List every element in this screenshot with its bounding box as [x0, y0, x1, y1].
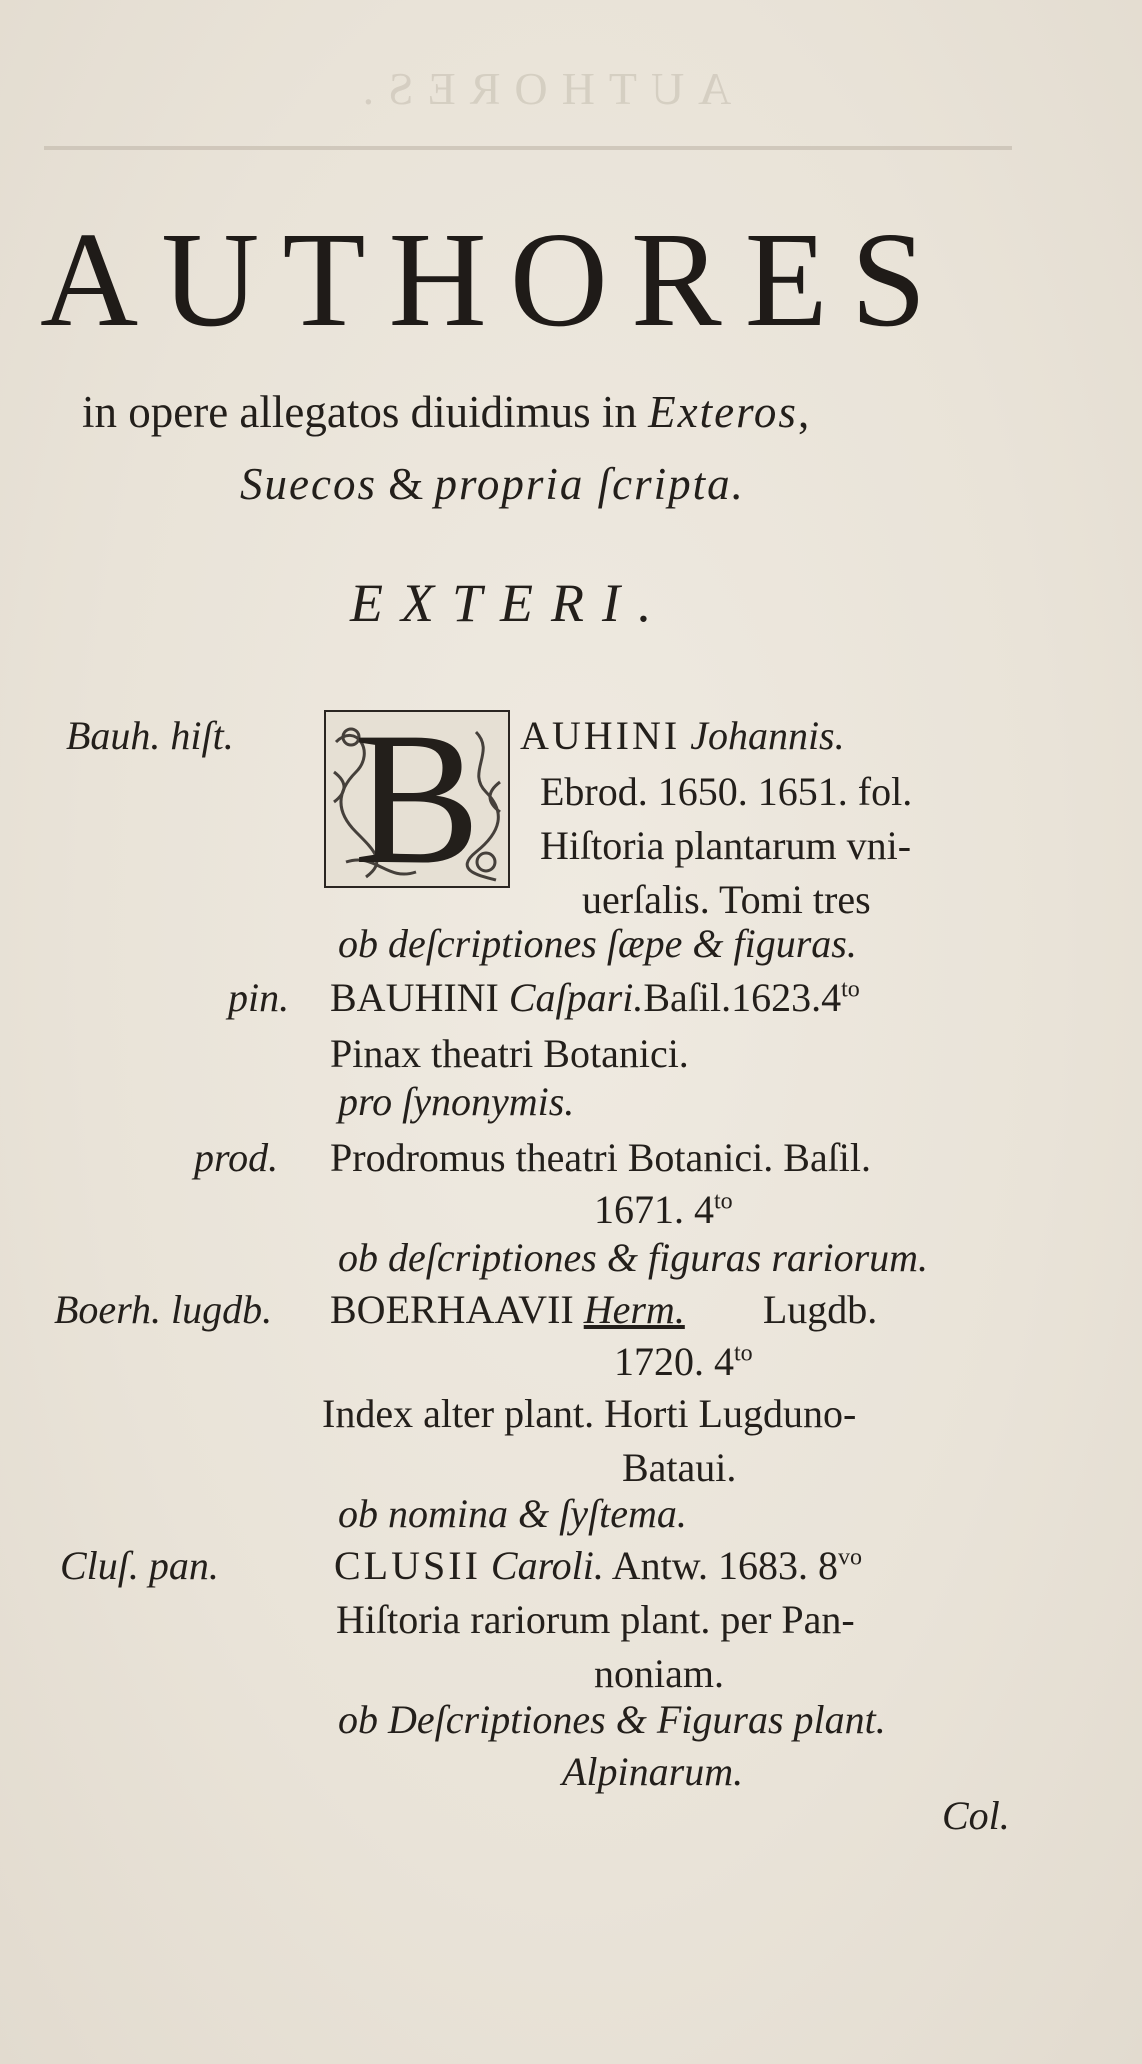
- entry-prodromus-line-2: 1671. $4^{to}$: [594, 1187, 733, 1232]
- entry-boerhaave-line-1: BOERHAAVII Herm. Lugdb.: [330, 1287, 878, 1332]
- entry-clusius-line-2: Hiſtoria rariorum plant. per Pan-: [336, 1597, 855, 1642]
- entry-abbr-bauh-hist: Bauh. hiſt.: [66, 713, 234, 758]
- catchword: Col.: [942, 1793, 1010, 1838]
- entry-bauhin-c-line-1: BAUHINI $Caſpari.Baſil.1623.4^{to}$: [330, 975, 860, 1020]
- intro-line-2: Suecos & propria ſcripta.: [240, 459, 745, 509]
- entry-prodromus-note: ob deſcriptiones & figuras rariorum.: [338, 1235, 929, 1280]
- entry-bauhin-j-line-2: Ebrod. 1650. 1651. fol.: [540, 769, 913, 814]
- entry-prodromus-line-1: Prodromus theatri Botanici. Baſil.: [330, 1135, 872, 1180]
- entry-clusius-line-1: CLUSII Caroli. Antw. 1683. $8^{vo}$: [334, 1543, 862, 1588]
- entry-bauhin-j-note: ob deſcriptiones ſæpe & figuras.: [338, 921, 857, 966]
- entry-bauhin-j-line-3: Hiſtoria plantarum vni-: [540, 823, 912, 868]
- entry-bauhin-c-line-2: Pinax theatri Botanici.: [330, 1031, 689, 1076]
- section-heading: EXTERI.: [350, 573, 670, 633]
- intro-line-1: in opere allegatos diuidimus in Exteros,: [82, 387, 810, 437]
- page-title: AUTHORES: [40, 205, 950, 355]
- entry-clusius-line-3: noniam.: [594, 1651, 724, 1696]
- header-rule: [44, 146, 1012, 150]
- entry-boerhaave-line-2: 1720. $4^{to}$: [614, 1339, 753, 1384]
- entry-boerhaave-note: ob nomina & ſyſtema.: [338, 1491, 687, 1536]
- entry-bauhin-j-line-4: uerſalis. Tomi tres: [582, 877, 871, 922]
- entry-clusius-note-2: Alpinarum.: [562, 1749, 744, 1794]
- initial-letter: B: [353, 694, 481, 904]
- decorated-initial-b: [324, 694, 510, 904]
- entry-boerhaave-line-3: Index alter plant. Horti Lugduno-: [322, 1391, 857, 1436]
- entry-boerhaave-line-4: Bataui.: [622, 1445, 737, 1490]
- entry-abbr-pin: pin.: [228, 975, 290, 1020]
- entry-abbr-prod: prod.: [194, 1135, 279, 1180]
- show-through-text: AUTHORES.: [348, 63, 732, 114]
- entry-clusius-note-1: ob Deſcriptiones & Figuras plant.: [338, 1697, 886, 1742]
- entry-bauhin-c-note: pro ſynonymis.: [338, 1079, 575, 1124]
- entry-abbr-boerh: Boerh. lugdb.: [54, 1287, 273, 1332]
- entry-abbr-clus: Cluſ. pan.: [60, 1543, 219, 1588]
- entry-bauhin-j-line-1: AUHINI Johannis.: [520, 713, 845, 758]
